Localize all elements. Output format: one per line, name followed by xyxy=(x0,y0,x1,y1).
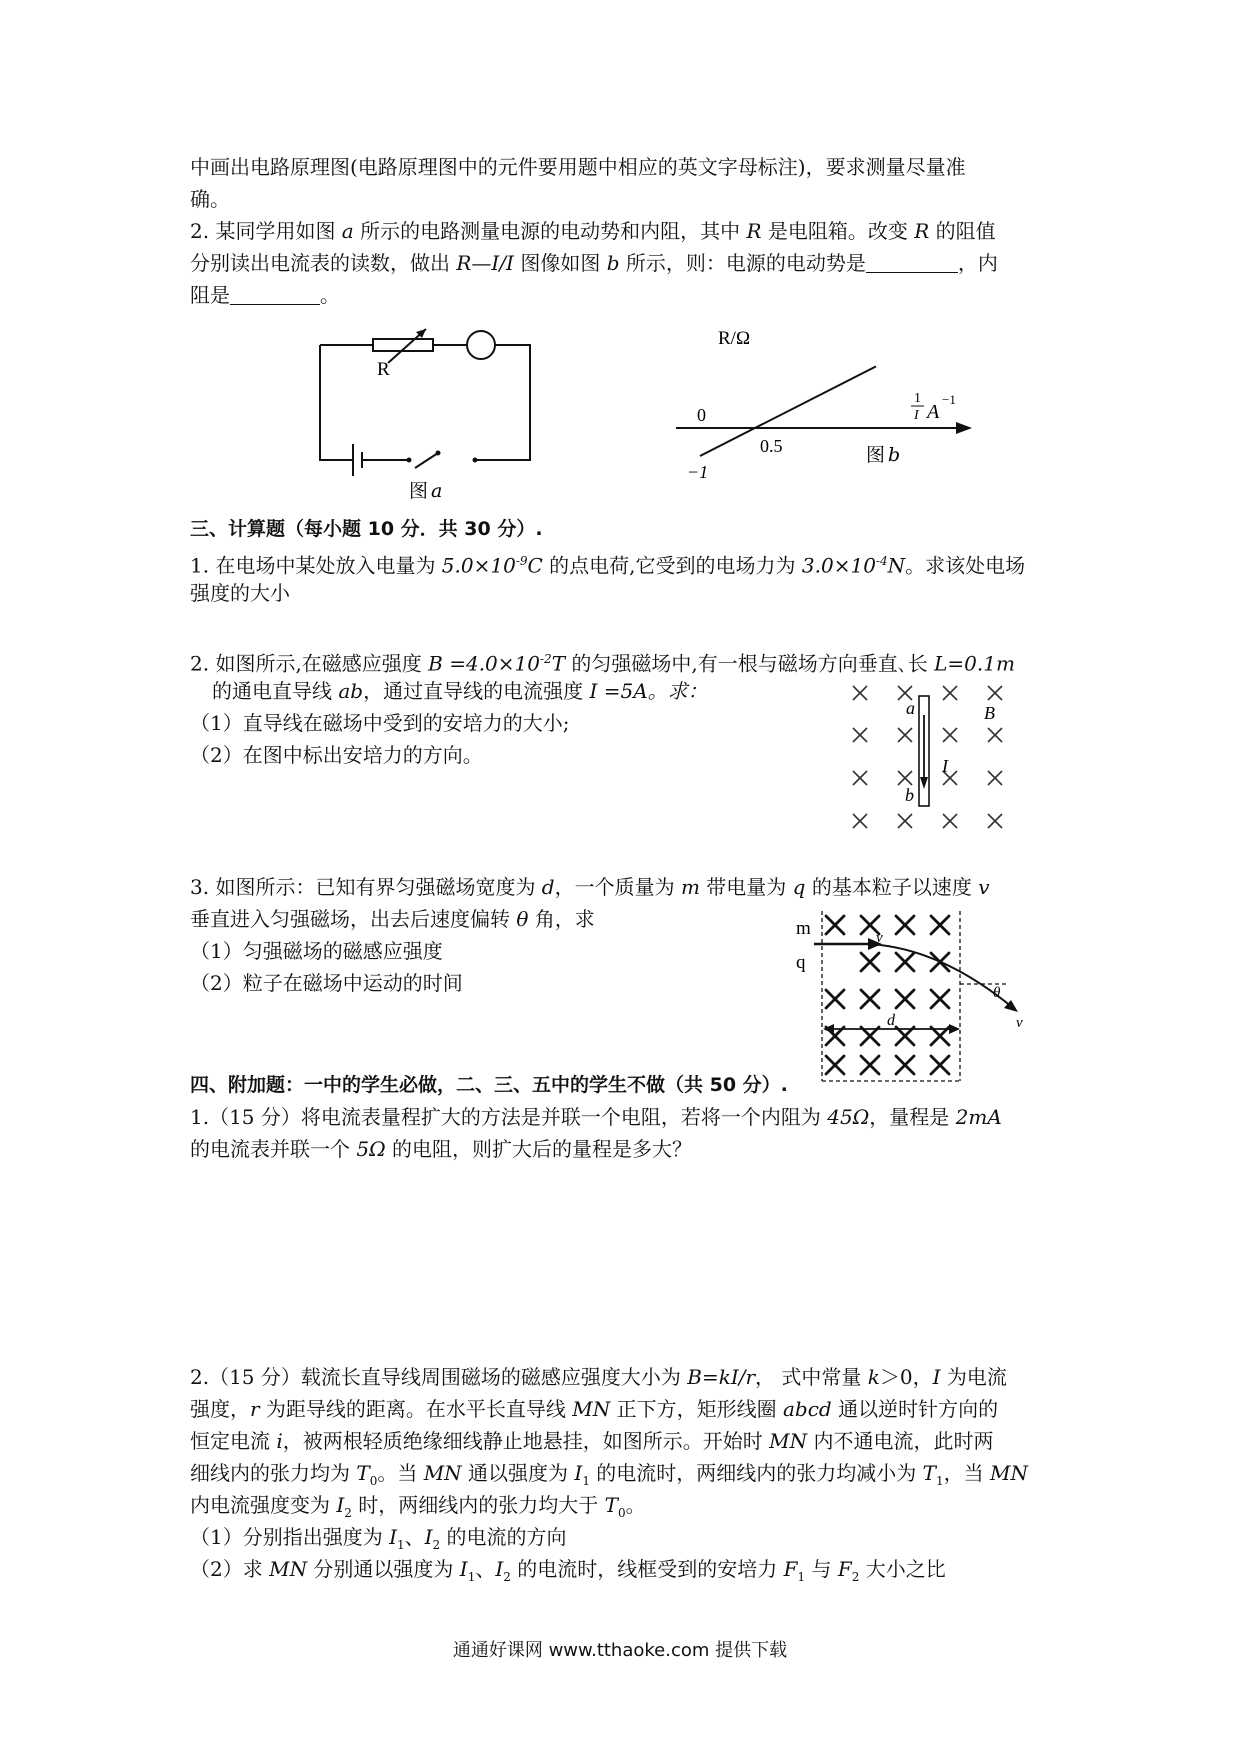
section-title: 三、计算题（每小题 10 分．共 30 分）. xyxy=(190,518,543,540)
label-velocity: v xyxy=(876,930,883,946)
text-line: 恒定电流 i，被两根轻质绝缘细线静止地悬挂，如图所示。开始时 MN 内不通电流，此时两 xyxy=(190,1429,994,1453)
label-theta: θ xyxy=(993,985,1001,1001)
text-line: 确。 xyxy=(190,187,230,211)
text-line: 中画出电路原理图(电路原理图中的元件要用题中相应的英文字母标注)，要求测量尽量准 xyxy=(190,155,966,179)
text-line: 细线内的张力均为 $T_0$。当 MN 通以强度为 $I_1$ 的电流时，两细线内的张力均减小为 $T_1$，当 MN xyxy=(190,1461,1028,1488)
page-footer: 通通好课网 www.tthaoke.com 提供下载 xyxy=(452,1640,788,1661)
answer-blank-emf[interactable] xyxy=(866,252,958,273)
origin-label: 0 xyxy=(697,405,706,425)
y-axis-label: R/Ω xyxy=(718,328,751,349)
graph-b xyxy=(660,318,990,488)
label-charge: q xyxy=(796,952,806,973)
section-title: 四、附加题：一中的学生必做，二、三、五中的学生不做（共 50 分）. xyxy=(190,1074,788,1096)
text-line: 的电流表并联一个 5Ω 的电阻，则扩大后的量程是多大？ xyxy=(190,1137,693,1161)
resistor-label: R xyxy=(377,359,390,380)
label-a: a xyxy=(906,698,915,718)
label-width: d xyxy=(887,1012,895,1029)
ammeter-symbol xyxy=(467,331,495,359)
text-line: 1.（15 分）将电流表量程扩大的方法是并联一个电阻，若将一个内阻为 45Ω，量程是 2mA xyxy=(190,1105,1002,1129)
text-line: 垂直进入匀强磁场，出去后速度偏转 θ 角，求 xyxy=(190,907,595,931)
label-b: b xyxy=(905,785,914,805)
text-line: （2）求 MN 分别通以强度为 $I_1$、$I_2$ 的电流时，线框受到的安培力 $F_1$ 与 $F_2$ 大小之比 xyxy=(190,1557,946,1584)
text-line: 分别读出电流表的读数，做出 R—I/I 图像如图 b 所示，则：电源的电动势是 ，内 xyxy=(190,251,998,275)
text-line: 2. 某同学用如图 a 所示的电路测量电源的电动势和内阻，其中 R 是电阻箱。改变 R 的阻值 xyxy=(190,219,996,243)
svg-text:I: I xyxy=(914,408,919,423)
x-tick-label: 0.5 xyxy=(760,436,783,456)
figure-caption: 图 a xyxy=(409,480,443,502)
text-line: （1）匀强磁场的磁感应强度 xyxy=(190,939,443,963)
y-intercept-label: −1 xyxy=(687,462,709,482)
text-line: 阻是 。 xyxy=(190,283,340,307)
label-current: I xyxy=(942,756,948,776)
text-line: （2）粒子在磁场中运动的时间 xyxy=(190,971,463,995)
svg-text:A: A xyxy=(927,401,940,423)
text-line: 3. 如图所示：已知有界匀强磁场宽度为 d，一个质量为 m 带电量为 q 的基本粒子以速度 v xyxy=(190,875,990,899)
text-line: 的通电直导线 ab，通过直导线的电流强度 I =5A。求： xyxy=(212,679,708,703)
answer-blank-resistance[interactable] xyxy=(230,284,320,305)
data-line xyxy=(700,366,876,456)
label-velocity-out: v xyxy=(1016,1015,1023,1031)
text-line: 2. 如图所示,在磁感应强度 $B =4.0\times 10^{-2}T$ 的匀强磁场中,有一根与磁场方向垂直､长 L=0.1m xyxy=(190,651,1015,676)
text-line: 1. 在电场中某处放入电量为 $5.0\times 10^{-9}C$ 的点电荷,它受到的电场力为 $3.0\times 10^{-4}N$。求该处电场 xyxy=(190,553,1026,578)
circuit-diagram-a xyxy=(310,325,540,505)
switch-symbol xyxy=(415,453,438,468)
label-field: B xyxy=(984,703,995,723)
particle-deflection-diagram xyxy=(790,905,1040,1085)
label-mass: m xyxy=(796,918,811,939)
text-line: 强度的大小 xyxy=(190,581,290,605)
x-axis-label xyxy=(911,391,956,423)
text-line: （1）分别指出强度为 $I_1$、$I_2$ 的电流的方向 xyxy=(190,1525,567,1552)
text-line: （1）直导线在磁场中受到的安培力的大小; xyxy=(190,711,570,735)
text-line: 2.（15 分）载流长直导线周围磁场的磁感应强度大小为 B=kI/r， 式中常量 k＞0，I 为电流 xyxy=(190,1365,1007,1389)
text-line: （2）在图中标出安培力的方向。 xyxy=(190,743,483,767)
x-axis-arrow xyxy=(956,422,972,434)
text-line: 内电流强度变为 $I_2$ 时，两细线内的张力均大于 $T_0$。 xyxy=(190,1493,646,1520)
text-line: 强度，r 为距导线的距离。在水平长直导线 MN 正下方，矩形线圈 abcd 通以逆时针方向的 xyxy=(190,1397,999,1421)
figure-caption: 图 b xyxy=(866,444,901,466)
svg-text:−1: −1 xyxy=(942,392,956,407)
wire-field-diagram xyxy=(835,675,1025,835)
svg-text:1: 1 xyxy=(914,391,921,406)
